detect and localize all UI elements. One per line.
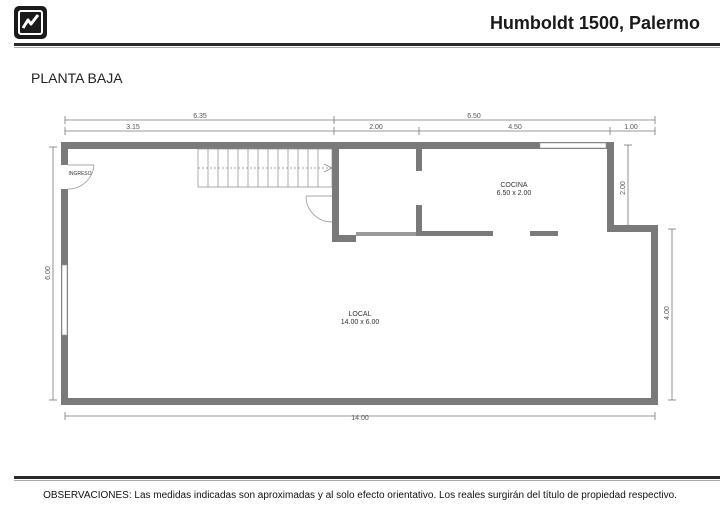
doors (68, 165, 332, 222)
footer-divider (14, 476, 720, 479)
section-title: PLANTA BAJA (31, 70, 123, 86)
dimension-labels (45, 113, 671, 422)
dimension-lines (49, 116, 676, 420)
dim-top-total-left: 6.35 (193, 113, 207, 120)
dim-top-c: 4.50 (508, 124, 522, 131)
page-title: Humboldt 1500, Palermo (489, 13, 700, 33)
room-ingreso-label: INGRESO (68, 171, 92, 177)
room-local-name: LOCAL (348, 311, 372, 318)
room-cocina-size: 6.50 x 2.00 (496, 190, 532, 197)
dim-top-a: 3.15 (126, 124, 140, 131)
dim-top-b: 2.00 (369, 124, 383, 131)
walls (61, 142, 658, 405)
dim-left-height: 6.00 (45, 266, 52, 280)
observations-text: OBSERVACIONES: Las medidas indicadas son aproximadas y al solo efecto orientativo. Los reales surgirán del título de propiedad respectivo. (43, 490, 677, 501)
room-local-size: 14.00 x 6.00 (340, 319, 380, 326)
dim-top-total-right: 6.50 (467, 113, 481, 120)
room-labels (68, 171, 531, 326)
footer-divider-thin (14, 480, 720, 481)
dim-bottom-total: 14.00 (351, 415, 369, 422)
dim-right-notch: 2.00 (620, 181, 627, 195)
dim-right-height: 4.00 (664, 306, 671, 320)
dim-top-d: 1.00 (624, 124, 638, 131)
room-cocina-name: COCINA (500, 182, 528, 189)
staircase (198, 149, 332, 187)
